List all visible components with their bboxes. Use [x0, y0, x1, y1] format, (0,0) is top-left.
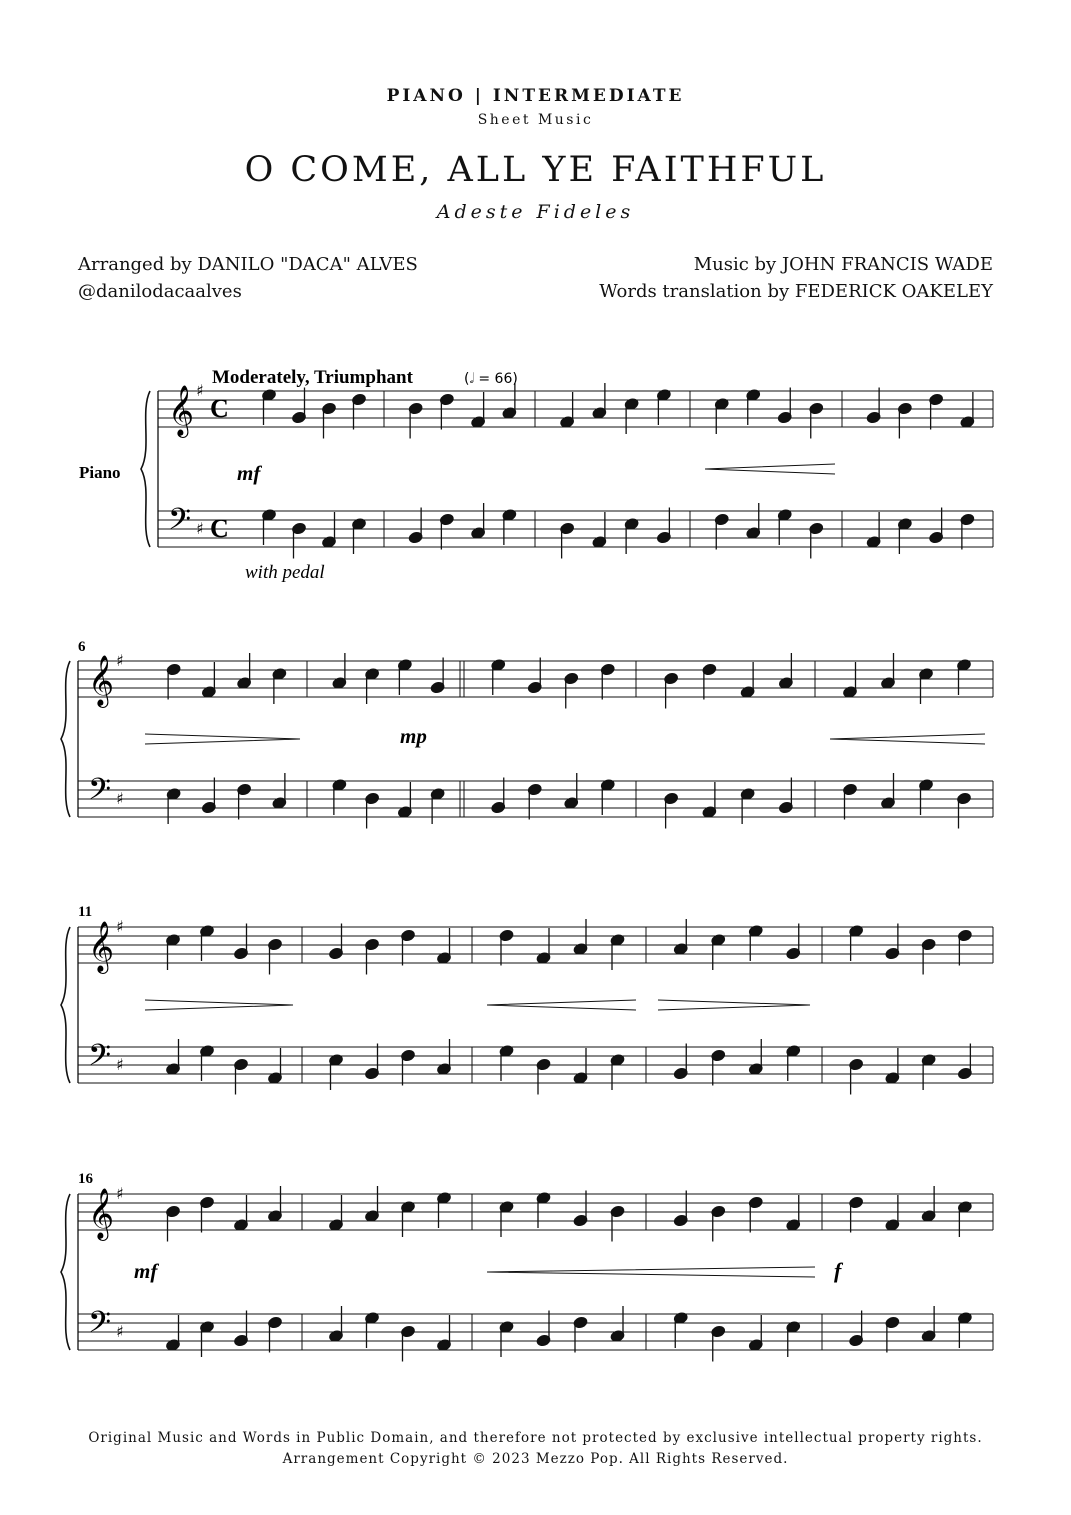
metronome-marking: (𝅗𝅥 = 66)	[464, 371, 518, 387]
decrescendo-hairpin	[145, 734, 300, 744]
time-signature-bass: C	[210, 514, 229, 543]
crescendo-hairpin	[487, 1000, 636, 1010]
decrescendo-hairpin	[658, 1000, 810, 1010]
time-signature-treble: C	[210, 394, 229, 423]
system-2-key-signature-icon: ♯	[116, 651, 124, 670]
crescendo-hairpin	[830, 734, 985, 744]
instrument-name: Piano	[79, 463, 121, 482]
pedal-instruction: with pedal	[245, 562, 325, 583]
translator-line: Words translation by FEDERICK OAKELEY	[599, 281, 993, 302]
system-1-bass-clef-icon: 𝄢	[168, 503, 192, 544]
system-4-bass-clef-icon: 𝄢	[88, 1306, 112, 1347]
system-1-key-signature-icon: ♯	[196, 519, 204, 538]
arranger-handle: @danilodacaalves	[78, 281, 242, 302]
dynamic-mf-1: mf	[237, 461, 261, 485]
system-1-brace	[141, 391, 150, 547]
system-3-bass-clef-icon: 𝄢	[88, 1039, 112, 1080]
arranger-line: Arranged by DANILO "DACA" ALVES	[78, 254, 418, 275]
category-label: PIANO | INTERMEDIATE	[386, 86, 685, 106]
crescendo-hairpin	[487, 1267, 815, 1277]
system-2-bass-clef-icon: 𝄢	[88, 773, 112, 814]
measure-number-11: 11	[78, 904, 93, 920]
system-4-treble-clef-icon: 𝄞	[88, 1188, 115, 1239]
dynamic-mf-2: mf	[134, 1259, 158, 1283]
system-4-key-signature-icon: ♯	[116, 1322, 124, 1341]
decrescendo-hairpin	[145, 1000, 293, 1010]
system-3-key-signature-icon: ♯	[116, 917, 124, 936]
system-4-brace	[61, 1194, 70, 1350]
dynamic-f: f	[834, 1258, 842, 1283]
measure-number-16: 16	[78, 1171, 93, 1187]
score-systems	[61, 381, 993, 1362]
dynamic-mp: mp	[400, 724, 427, 748]
system-3-treble-clef-icon: 𝄞	[88, 921, 115, 972]
system-3-key-signature-icon: ♯	[116, 1055, 124, 1074]
tempo-marking: Moderately, Triumphant	[212, 367, 413, 388]
system-3-brace	[61, 927, 70, 1083]
footer-line-2: Arrangement Copyright © 2023 Mezzo Pop. All Rights Reserved.	[282, 1451, 789, 1467]
copyright-footer	[0, 1428, 1071, 1470]
system-1-key-signature-icon: ♯	[196, 381, 204, 400]
system-2-brace	[61, 661, 70, 817]
crescendo-hairpin	[705, 464, 835, 474]
song-subtitle: Adeste Fideles	[436, 201, 635, 223]
footer-line-1: Original Music and Words in Public Domain, and therefore not protected by exclusive intellectual property rights.	[88, 1430, 983, 1446]
system-2-key-signature-icon: ♯	[116, 789, 124, 808]
system-1-treble-clef-icon: 𝄞	[168, 385, 195, 436]
system-2-treble-clef-icon: 𝄞	[88, 655, 115, 706]
subcategory-label: Sheet Music	[477, 112, 594, 128]
song-title: O COME, ALL YE FAITHFUL	[244, 150, 827, 190]
measure-number-6: 6	[78, 639, 86, 655]
system-4-key-signature-icon: ♯	[116, 1184, 124, 1203]
composer-line: Music by JOHN FRANCIS WADE	[693, 254, 993, 275]
